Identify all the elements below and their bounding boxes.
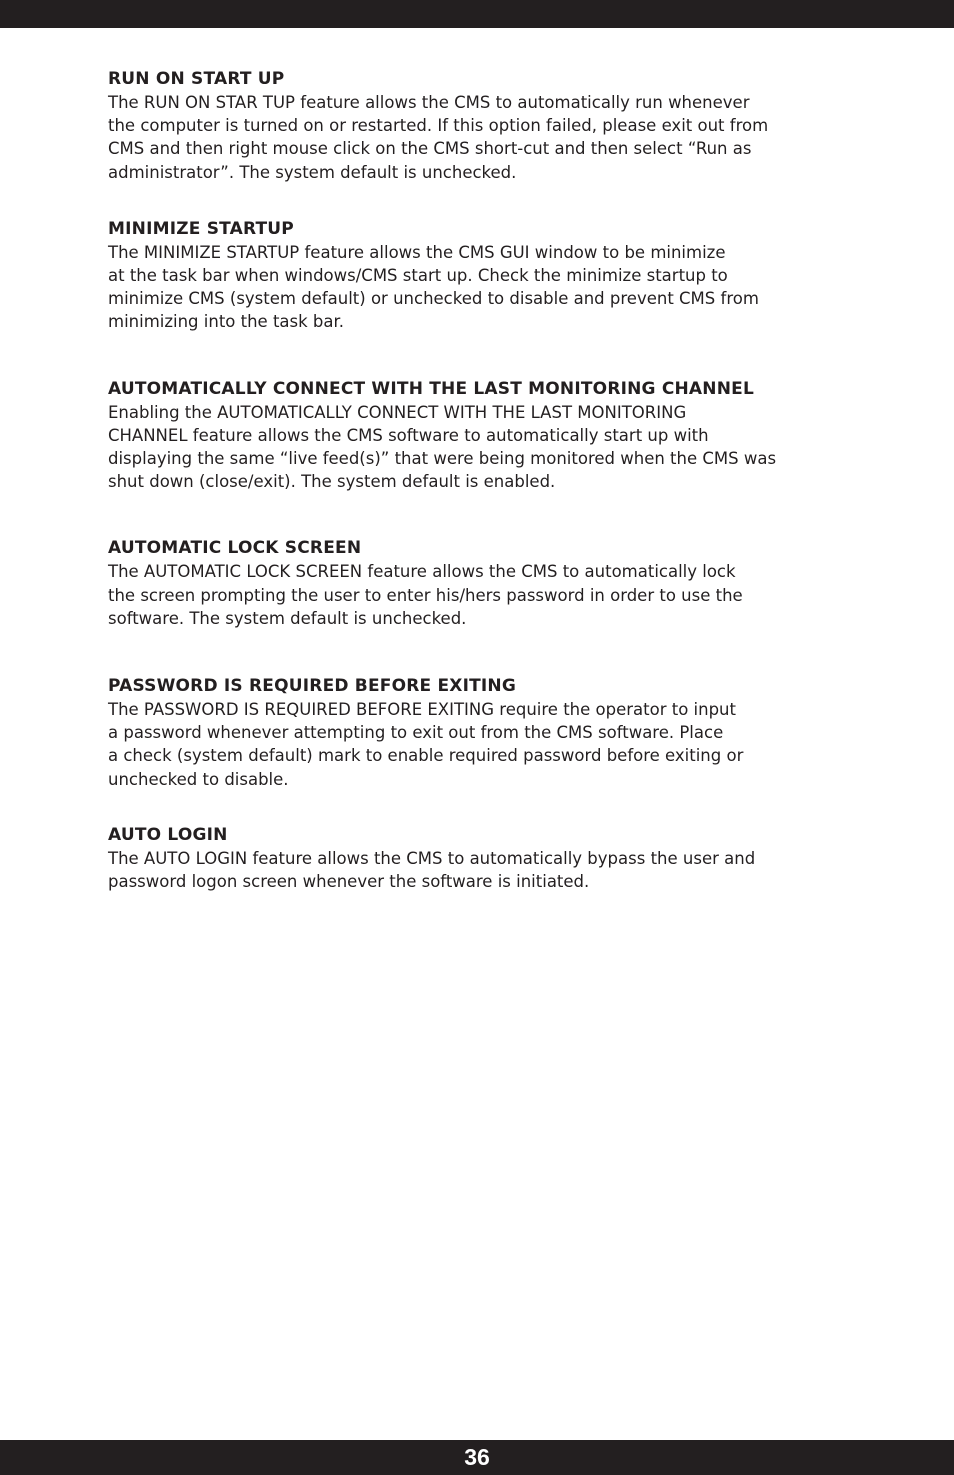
section-text-line: administrator”. The system default is unchecked. [108, 162, 517, 182]
section-heading: AUTOMATICALLY CONNECT WITH THE LAST MONITORING CHANNEL [108, 378, 754, 399]
section-auto-connect-last-channel [108, 378, 898, 494]
section-text-line: password logon screen whenever the software is initiated. [108, 872, 590, 892]
footer-bar [0, 1440, 954, 1475]
section-text-line: Enabling the AUTOMATICALLY CONNECT WITH THE LAST MONITORING [108, 402, 687, 422]
section-text-line: unchecked to disable. [108, 769, 289, 789]
top-bar [0, 0, 954, 28]
section-minimize-startup [108, 218, 898, 334]
section-heading: PASSWORD IS REQUIRED BEFORE EXITING [108, 676, 517, 697]
section-text-line: software. The system default is unchecked. [108, 608, 467, 628]
section-text-line: the screen prompting the user to enter his/hers password in order to use the [108, 585, 743, 605]
section-heading: RUN ON START UP [108, 69, 285, 89]
section-text-line: a password whenever attempting to exit out from the CMS software. Place [108, 723, 724, 743]
section-heading: MINIMIZE STARTUP [108, 218, 294, 239]
section-run-on-start-up [108, 68, 898, 184]
section-text-line: The AUTO LOGIN feature allows the CMS to automatically bypass the user and [108, 848, 756, 868]
section-text-line: at the task bar when windows/CMS start up. Check the minimize startup to [108, 266, 728, 286]
document-body [108, 68, 898, 893]
section-heading: AUTOMATIC LOCK SCREEN [108, 538, 362, 559]
section-heading: AUTO LOGIN [108, 824, 228, 845]
section-text-line: The RUN ON STAR TUP feature allows the CMS to automatically run whenever [108, 93, 750, 112]
section-text-line: a check (system default) mark to enable required password before exiting or [108, 746, 744, 766]
section-auto-login [108, 824, 898, 893]
section-text-line: minimize CMS (system default) or unchecked to disable and prevent CMS from [108, 289, 759, 309]
section-text-line: The MINIMIZE STARTUP feature allows the CMS GUI window to be minimize [108, 242, 726, 262]
section-password-before-exiting [108, 675, 898, 791]
section-text-line: the computer is turned on or restarted. If this option failed, please exit out from [108, 116, 769, 136]
section-text-line: CMS and then right mouse click on the CMS short-cut and then select “Run as [108, 139, 752, 159]
section-text-line: minimizing into the task bar. [108, 312, 345, 332]
section-text-line: displaying the same “live feed(s)” that were being monitored when the CMS was [108, 449, 777, 469]
section-text-line: The PASSWORD IS REQUIRED BEFORE EXITING require the operator to input [108, 700, 736, 720]
section-automatic-lock-screen [108, 537, 898, 630]
section-text-line: shut down (close/exit). The system default is enabled. [108, 472, 556, 492]
section-text-line: The AUTOMATIC LOCK SCREEN feature allows the CMS to automatically lock [108, 562, 736, 582]
section-text-line: CHANNEL feature allows the CMS software to automatically start up with [108, 425, 709, 445]
page-number: 36 [464, 1444, 490, 1470]
